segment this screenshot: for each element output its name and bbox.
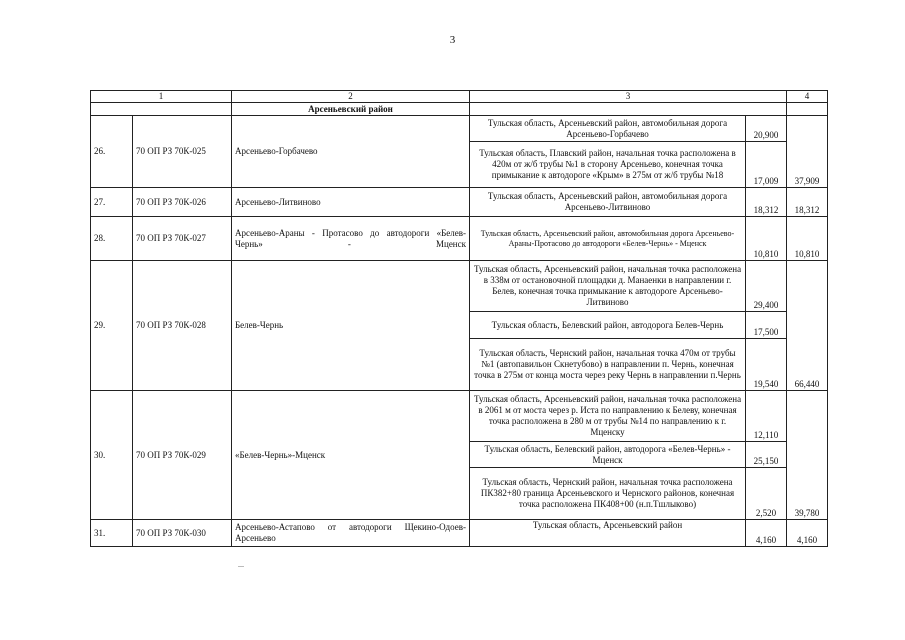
total-length: 39,780 <box>787 391 828 520</box>
road-id: 70 ОП РЗ 70К-027 <box>133 217 232 261</box>
segment-description: Тульская область, Арсеньевский район, начальная точка расположена в 338м от остановочной площадки д. Манаенки в направлении г. Белев, конечная точка примыкание к автодороге Арсеньево-Литвиново <box>470 261 746 312</box>
road-id: 70 ОП РЗ 70К-026 <box>133 188 232 217</box>
segment-length: 25,150 <box>746 442 787 468</box>
segment-description: Тульская область, Чернский район, начальная точка расположена ПК382+80 граница Арсеньевского и Чернского районов, конечная точка расположена ПК408+00 (н.п.Тшлыково) <box>470 468 746 520</box>
header-col-2: 2 <box>232 91 470 103</box>
road-id: 70 ОП РЗ 70К-030 <box>133 520 232 547</box>
segment-length: 12,110 <box>746 391 787 442</box>
row-number: 30. <box>91 391 133 520</box>
road-name: Арсеньево-Литвиново <box>232 188 470 217</box>
table-row <box>91 116 828 142</box>
district-heading: Арсеньевский район <box>232 103 470 116</box>
total-length: 66,440 <box>787 261 828 391</box>
segment-length: 18,312 <box>746 188 787 217</box>
road-name: «Белев-Чернь»-Мценск <box>232 391 470 520</box>
segment-description: Тульская область, Белевский район, автодорога Белев-Чернь <box>470 312 746 339</box>
segment-description: Тульская область, Плавский район, начальная точка расположена в 420м от ж/б трубы №1 в сторону Арсеньево, конечная точка примыкание к автодороге «Крым» в 275м от ж/б трубы №18 <box>470 142 746 188</box>
segment-length: 4,160 <box>746 520 787 547</box>
row-number: 26. <box>91 116 133 188</box>
road-id: 70 ОП РЗ 70К-029 <box>133 391 232 520</box>
segment-description: Тульская область, Арсеньевский район, автомобильная дорога Арсеньево-Литвиново <box>470 188 746 217</box>
row-number: 31. <box>91 520 133 547</box>
segment-description: Тульская область, Арсеньевский район, начальная точка расположена в 2061 м от моста через р. Иста по направлению к Белеву, конечная точка расположена в 280 м от трубы №14 по направлению к г. Мценску <box>470 391 746 442</box>
segment-length: 20,900 <box>746 116 787 142</box>
page-number: 3 <box>449 34 456 46</box>
segment-description: Тульская область, Белевский район, автодорога «Белев-Чернь» - Мценск <box>470 442 746 468</box>
segment-description: Тульская область, Арсеньевский район <box>470 520 746 547</box>
row-number: 28. <box>91 217 133 261</box>
total-length: 37,909 <box>787 116 828 188</box>
road-name: Арсеньево-Араны - Протасово до автодороги «Белев-Чернь» - Мценск <box>232 217 470 261</box>
header-col-1: 1 <box>91 91 232 103</box>
road-id: 70 ОП РЗ 70К-025 <box>133 116 232 188</box>
roads-register-table <box>90 90 828 547</box>
segment-description: Тульская область, Арсеньевский район, автомобильная дорога Арсеньево-Араны-Протасово до автодороги «Белев-Чернь» - Мценск <box>470 217 746 261</box>
total-length: 4,160 <box>787 520 828 547</box>
segment-description: Тульская область, Арсеньевский район, автомобильная дорога Арсеньево-Горбачево <box>470 116 746 142</box>
total-length: 18,312 <box>787 188 828 217</box>
table-row <box>91 188 828 217</box>
segment-length: 17,500 <box>746 312 787 339</box>
segment-length: 10,810 <box>746 217 787 261</box>
table-row <box>91 391 828 442</box>
road-id: 70 ОП РЗ 70К-028 <box>133 261 232 391</box>
table-row <box>91 261 828 312</box>
row-number: 29. <box>91 261 133 391</box>
table-row <box>91 217 828 261</box>
scan-mark <box>238 566 244 567</box>
segment-length: 2,520 <box>746 468 787 520</box>
row-number: 27. <box>91 188 133 217</box>
road-name: Арсеньево-Горбачево <box>232 116 470 188</box>
segment-length: 29,400 <box>746 261 787 312</box>
segment-length: 19,540 <box>746 339 787 391</box>
road-name: Белев-Чернь <box>232 261 470 391</box>
header-col-3: 3 <box>470 91 787 103</box>
header-col-4: 4 <box>787 91 828 103</box>
table-header-row <box>91 91 828 103</box>
road-name: Арсеньево-Астапово от автодороги Щекино-Одоев-Арсеньево <box>232 520 470 547</box>
total-length: 10,810 <box>787 217 828 261</box>
table-row <box>91 520 828 547</box>
district-row <box>91 103 828 116</box>
segment-description: Тульская область, Чернский район, начальная точка 470м от трубы №1 (автопавильон Скнетубово) в направлении п. Чернь, конечная точка в 275м от конца моста через реку Чернь в направлении п.Чернь <box>470 339 746 391</box>
segment-length: 17,009 <box>746 142 787 188</box>
